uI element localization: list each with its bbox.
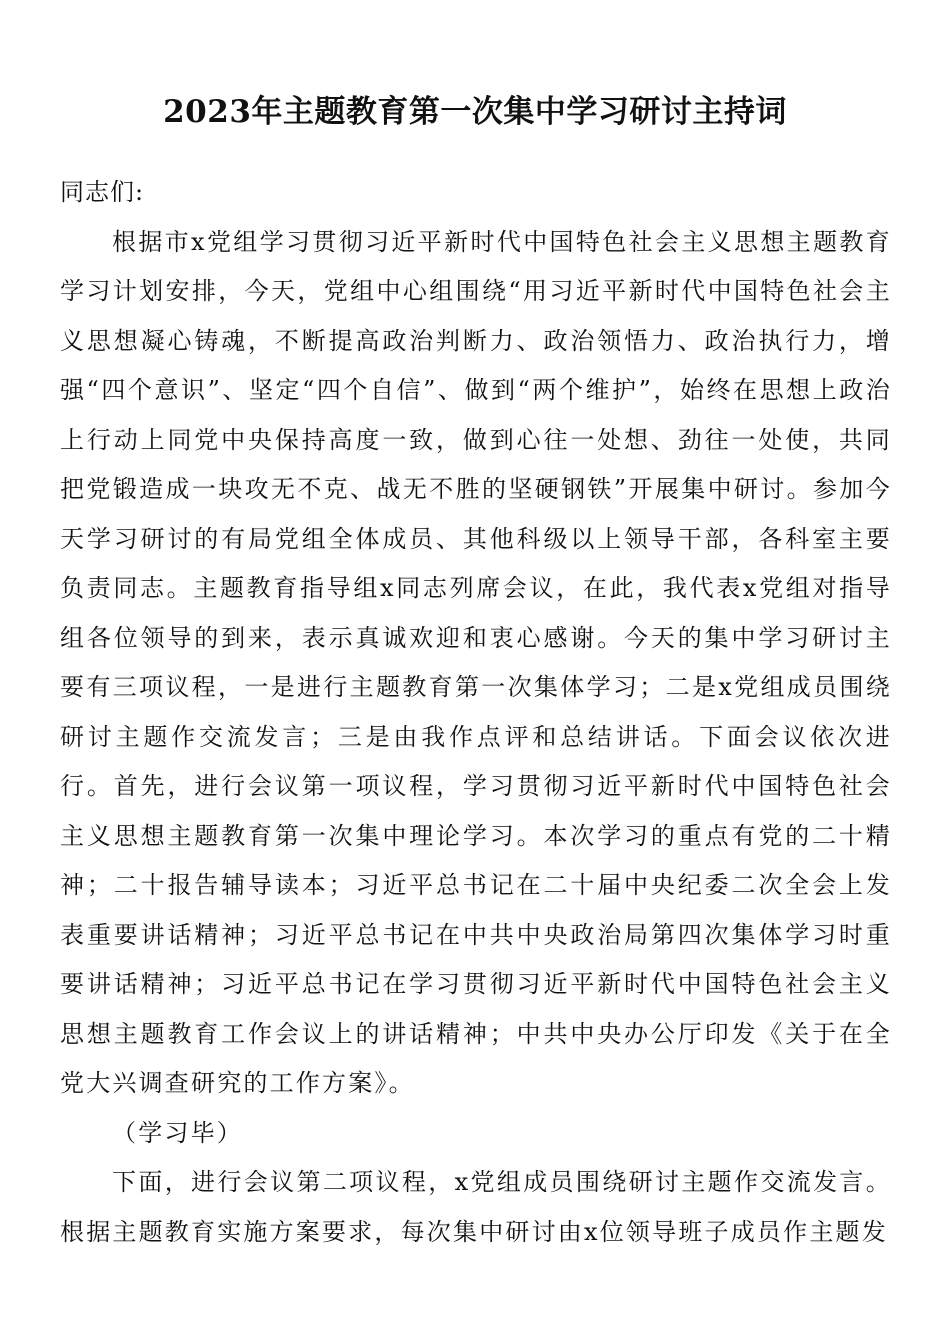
body-paragraph-note: （学习毕）	[112, 1118, 243, 1147]
document-title: 2023年主题教育第一次集中学习研讨主持词	[163, 94, 787, 130]
document-body	[60, 168, 892, 1257]
salutation: 同志们:	[60, 178, 145, 206]
body-paragraph: 根据市x党组学习贯彻习近平新时代中国特色社会主义思想主题教育学习计划安排，今天，党组中心组围绕“用习近平新时代中国特色社会主义思想凝心铸魂，不断提高政治判断力、政治领悟力、政治执行力，增强“四个意识”、坚定“四个自信”、做到“两个维护”，始终在思想上政治上行动上同党中央保持高度一致，做到心往一处想、劲往一处使，共同把党锻造成一块攻无不克、战无不胜的坚硬钢铁”开展集中研讨。参加今天学习研讨的有局党组全体成员、其他科级以上领导干部，各科室主要负责同志。主题教育指导组x同志列席会议，在此，我代表x党组对指导组各位领导的到来，表示真诚欢迎和衷心感谢。今天的集中学习研讨主要有三项议程，一是进行主题教育第一次集体学习；二是x党组成员围绕研讨主题作交流发言；三是由我作点评和总结讲话。下面会议依次进行。首先，进行会议第一项议程，学习贯彻习近平新时代中国特色社会主义思想主题教育第一次集中理论学习。本次学习的重点有党的二十精神；二十报告辅导读本；习近平总书记在二十届中央纪委二次全会上发表重要讲话精神；习近平总书记在中共中央政治局第四次集体学习时重要讲话精神；习近平总书记在学习贯彻习近平新时代中国特色社会主义思想主题教育工作会议上的讲话精神；中共中央办公厅印发《关于在全党大兴调查研究的工作方案》。	[60, 227, 892, 1097]
body-paragraph: 下面，进行会议第二项议程，x党组成员围绕研讨主题作交流发言。根据主题教育实施方案要求，每次集中研讨由x位领导班子成员作主题发	[60, 1168, 892, 1246]
